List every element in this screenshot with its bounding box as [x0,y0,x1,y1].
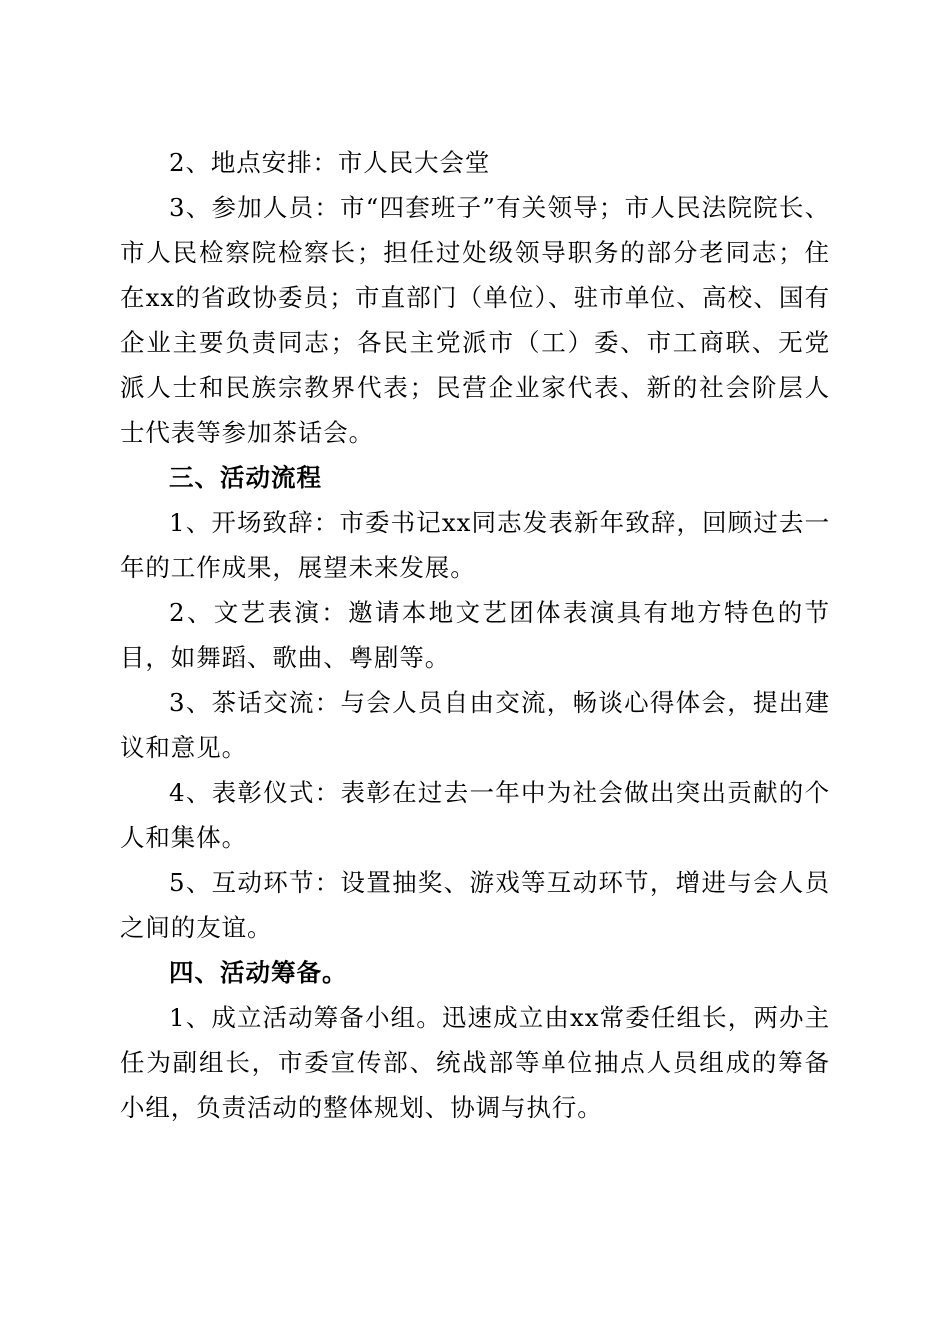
paragraph-preparation-group: 1、成立活动筹备小组。迅速成立由xx常委任组长，两办主任为副组长，市委宣传部、统战部等单位抽点人员组成的筹备小组，负责活动的整体规划、协调与执行。 [120,1003,830,1122]
paragraph-interaction: 5、互动环节：设置抽奖、游戏等互动环节，增进与会人员之间的友谊。 [120,868,830,942]
section-heading-activity-preparation: 四、活动筹备。 [169,958,348,987]
paragraph-opening-speech: 1、开场致辞：市委书记xx同志发表新年致辞，回顾过去一年的工作成果，展望未来发展。 [120,508,830,582]
paragraph-venue: 2、地点安排：市人民大会堂 [169,148,491,177]
paragraph-attendees: 3、参加人员：市“四套班子”有关领导；市人民法院院长、市人民检察院检察长；担任过处级领导职务的部分老同志；住在xx的省政协委员；市直部门（单位）、驻市单位、高校、国有企业主要负责同志；各民主党派市（工）委、市工商联、无党派人士和民族宗教界代表；民营企业家代表、新的社会阶层人士代表等参加茶话会。 [120,193,830,447]
paragraph-commendation: 4、表彰仪式：表彰在过去一年中为社会做出突出贡献的个人和集体。 [120,778,830,852]
paragraph-tea-exchange: 3、茶话交流：与会人员自由交流，畅谈心得体会，提出建议和意见。 [120,688,830,762]
document-body [120,140,830,1130]
paragraph-performance: 2、文艺表演：邀请本地文艺团体表演具有地方特色的节目，如舞蹈、歌曲、粤剧等。 [120,598,830,672]
section-heading-activity-process: 三、活动流程 [169,463,322,492]
